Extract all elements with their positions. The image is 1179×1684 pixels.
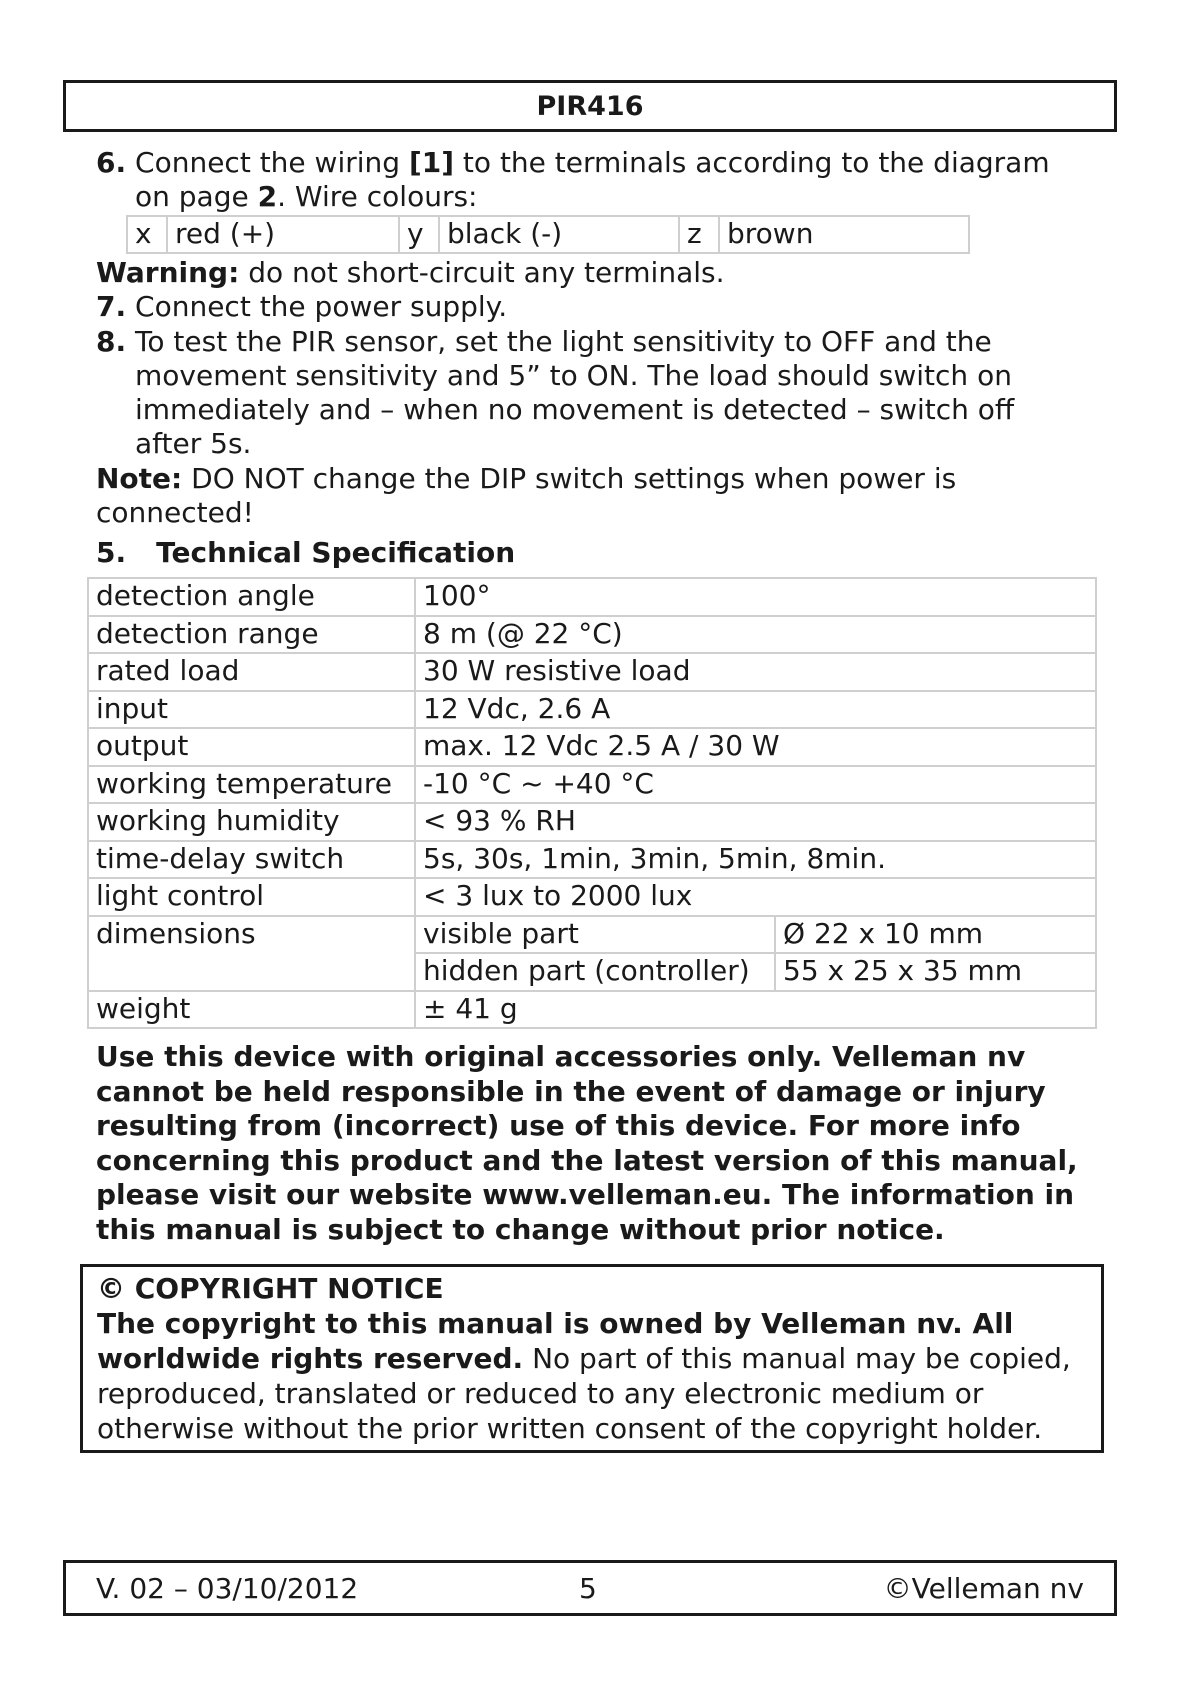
- step-6: 6. Connect the wiring [1] to the terminals according to the diagram on page 2. Wire colours:: [96, 146, 1050, 214]
- spec-table: [87, 577, 1097, 1029]
- footer-brand: ©Velleman nv: [883, 1572, 1084, 1605]
- spec-row: input 12 Vdc, 2.6 A: [88, 691, 1096, 729]
- copyright-notice: © COPYRIGHT NOTICE The copyright to this manual is owned by Velleman nv. All worldwide rights reserved. No part of this manual may be copied, reproduced, translated or reduced to any electronic medium or otherwise without the prior written consent of the copyright holder.: [80, 1264, 1104, 1453]
- warning: Warning: do not short-circuit any terminals.: [96, 256, 725, 289]
- wire-colour: black (-): [439, 216, 679, 253]
- spec-row-dimensions: dimensions visible part Ø 22 x 10 mm: [88, 916, 1096, 954]
- spec-row: rated load 30 W resistive load: [88, 653, 1096, 691]
- wire-colour: brown: [719, 216, 969, 253]
- wire-colour: red (+): [167, 216, 399, 253]
- spec-row: working temperature -10 °C ~ +40 °C: [88, 766, 1096, 804]
- spec-row: detection angle 100°: [88, 578, 1096, 616]
- page-header: [63, 80, 1117, 132]
- wire-key: y: [399, 216, 439, 253]
- header-title: PIR416: [536, 91, 644, 122]
- note-label: Note:: [96, 462, 183, 495]
- spec-row: output max. 12 Vdc 2.5 A / 30 W: [88, 728, 1096, 766]
- footer-version: V. 02 – 03/10/2012: [96, 1572, 359, 1605]
- disclaimer: Use this device with original accessories only. Velleman nv cannot be held responsible in the event of damage or injury resulting from (incorrect) use of this device. For more info concerning this product and the latest version of this manual, please visit our website www.velleman.eu. The information in this manual is subject to change without prior notice.: [96, 1040, 1078, 1246]
- wire-colours-table: [126, 215, 970, 254]
- step-7: 7. Connect the power supply.: [96, 290, 508, 323]
- spec-row: time-delay switch 5s, 30s, 1min, 3min, 5min, 8min.: [88, 841, 1096, 879]
- section-heading: 5. Technical Specification: [96, 536, 516, 569]
- spec-row: weight ± 41 g: [88, 991, 1096, 1029]
- note: Note: DO NOT change the DIP switch settings when power is connected!: [96, 462, 957, 530]
- wire-key: x: [127, 216, 167, 253]
- step-6-number: 6.: [96, 146, 127, 179]
- section-title: Technical Specification: [156, 536, 516, 569]
- footer-page-number: 5: [579, 1572, 597, 1605]
- copyright-title: © COPYRIGHT NOTICE: [97, 1272, 444, 1305]
- wire-key: z: [679, 216, 719, 253]
- spec-row: detection range 8 m (@ 22 °C): [88, 616, 1096, 654]
- warning-label: Warning:: [96, 256, 240, 289]
- spec-row: light control < 3 lux to 2000 lux: [88, 878, 1096, 916]
- spec-row-dimensions-hidden: hidden part (controller) 55 x 25 x 35 mm: [88, 953, 1096, 991]
- spec-row: working humidity < 93 % RH: [88, 803, 1096, 841]
- step-8: 8. To test the PIR sensor, set the light sensitivity to OFF and the movement sensitivity and 5” to ON. The load should switch on immediately and – when no movement is detected – switch off after 5s.: [96, 325, 1015, 461]
- page-footer: [63, 1560, 1117, 1616]
